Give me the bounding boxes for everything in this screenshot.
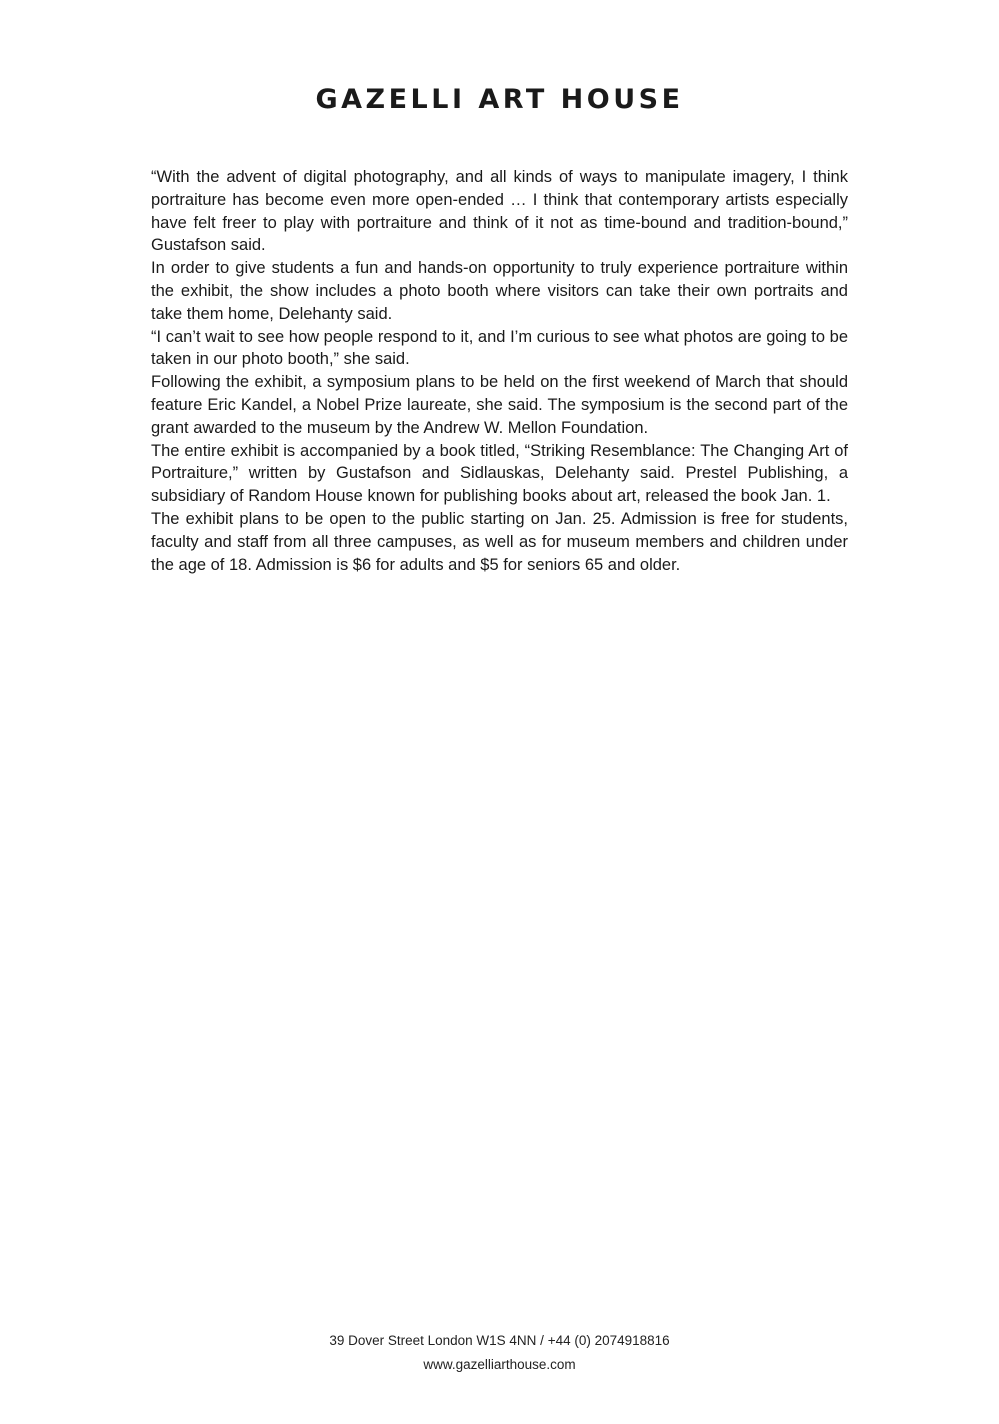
paragraph: The exhibit plans to be open to the public starting on Jan. 25. Admission is free for students, faculty and staff from all three campuses, as well as for museum members and children under the age of 18. Admission is $6 for adults and $5 for seniors 65 and older. bbox=[151, 509, 848, 574]
paragraph: “I can’t wait to see how people respond to it, and I’m curious to see what photos are going to be taken in our photo booth,” she said. bbox=[151, 327, 848, 369]
footer-address: 39 Dover Street London W1S 4NN / +44 (0) 2074918816 bbox=[329, 1333, 670, 1348]
article-body bbox=[151, 166, 848, 576]
page-footer bbox=[0, 1329, 999, 1377]
paragraph: The entire exhibit is accompanied by a book titled, “Striking Resemblance: The Changing Art of Portraiture,” written by Gustafson and Sidlauskas, Delehanty said. Prestel Publishing, a subsidiary of Random House known for publishing books about art, released the book Jan. 1. bbox=[151, 441, 848, 506]
page-title: GAZELLI ART HOUSE bbox=[315, 84, 684, 115]
footer-website: www.gazelliarthouse.com bbox=[423, 1357, 576, 1372]
paragraph: “With the advent of digital photography, and all kinds of ways to manipulate imagery, I think portraiture has become even more open-ended … I think that contemporary artists especially have felt freer to play with portraiture and think of it not as time-bound and tradition-bound,” Gustafson said. bbox=[151, 168, 848, 255]
paragraph: In order to give students a fun and hands-on opportunity to truly experience portraiture within the exhibit, the show includes a photo booth where visitors can take their own portraits and take them home, Delehanty said. bbox=[151, 259, 848, 323]
paragraph: Following the exhibit, a symposium plans to be held on the first weekend of March that should feature Eric Kandel, a Nobel Prize laureate, she said. The symposium is the second part of the grant awarded to the museum by the Andrew W. Mellon Foundation. bbox=[151, 373, 848, 437]
